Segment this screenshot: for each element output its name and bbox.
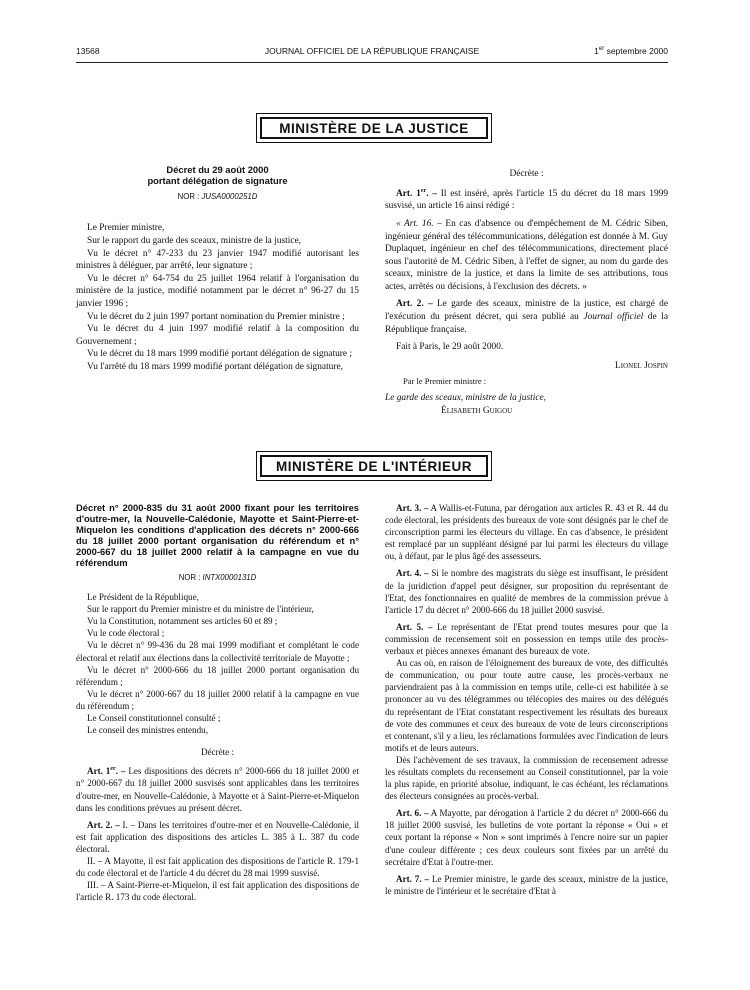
justice-right-column xyxy=(385,164,668,417)
decrete-heading: Décrète : xyxy=(200,747,235,758)
ministry-interieur-box xyxy=(256,451,492,481)
interieur-decree-title: Décret n° 2000-835 du 31 août 2000 fixant pour les territoires d'outre-mer, la Nouvelle-Calédonie, Mayotte et Saint-Pierre-et-Miquelon les conditions d'application des décrets n° 2000-666 du 18 juillet 2000 portant organisation du référendum et n° 2000-667 du 18 juillet 2000 relatif à la campagne en vue du référendum xyxy=(76,502,359,568)
interieur-nor: NOR : INTX0000131D xyxy=(178,573,257,582)
interieur-left-column xyxy=(76,502,359,903)
visa: Vu le décret n° 99-436 du 28 mai 1999 modifiant et complétant le code électoral et relatif aux élections dans la collectivité territoriale de Mayotte ; xyxy=(76,640,359,663)
visa: Sur le rapport du Premier ministre et du ministre de l'intérieur, xyxy=(87,604,314,615)
article-16-text: « Art. 16. – En cas d'absence ou d'empêchement de M. Cédric Siben, ingénieur général des télécommunications, délégation est donnée à M. Guy Duplaquet, ingénieur en chef des télécommunications, directement placé sous l'autorité de M. Cédric Siben, à l'effet de signer, au nom du garde des sceaux, ministre de la justice, et dans la limite de ses attributions, tous actes, arrêtés ou décisions, à l'exclusion des décrets. » xyxy=(385,218,668,292)
fait-a-paris: Fait à Paris, le 29 août 2000. xyxy=(396,342,504,353)
visa: Vu le décret du 2 juin 1997 portant nomination du Premier ministre ; xyxy=(87,311,345,322)
interieur-right-column xyxy=(385,502,668,897)
visa: Vu le décret n° 47-233 du 23 janvier 1947 modifié autorisant les ministres à déléguer, par arrêté, leur signature ; xyxy=(76,248,359,272)
article-7: Art. 7. – Le Premier ministre, le garde des sceaux, ministre de la justice, le ministre de l'intérieur et le secrétaire d'Etat à xyxy=(385,873,668,896)
header-rule xyxy=(76,62,668,63)
article-6: Art. 6. – A Mayotte, par dérogation à l'article 2 du décret n° 2000-666 du 18 juillet 2000 susvisé, les bulletins de vote portant la réponse « Oui » et ceux portant la réponse « Non » sont imprimés à l'encre noire sur un papier d'une couleur différente ; ces deux couleurs sont fixées par un arrêté du secrétaire d'Etat à l'outre-mer. xyxy=(385,808,668,867)
article-5-p3: Dès l'achèvement de ses travaux, la commission de recensement adresse les résultats complets du recensement au Conseil constitutionnel, par la voie la plus rapide, en priorité absolue, indiquant, le cas échéant, les réclamations des électeurs consignées au procès-verbal. xyxy=(385,754,668,802)
article-3: Art. 3. – A Wallis-et-Futuna, par dérogation aux articles R. 43 et R. 44 du code électoral, les présidents des bureaux de vote sont désignés par le chef de circonscription parmi les électeurs du village. En cas d'absence, le président est remplacé par un suppléant désigné par lui parmi les électeurs du village ou, à défaut, par le plus âgé des assesseurs. xyxy=(385,503,669,562)
visa: Vu le décret n° 2000-667 du 18 juillet 2000 relatif à la campagne en vue du référendum ; xyxy=(76,688,359,711)
page-header xyxy=(76,46,668,60)
article-1: Art. 1er. – Il est inséré, après l'article 15 du décret du 18 mars 1999 susvisé, un article 16 ainsi rédigé : xyxy=(385,187,669,212)
visa: Vu le décret du 18 mars 1999 modifié portant délégation de signature ; xyxy=(87,349,352,360)
justice-left-column xyxy=(76,164,359,374)
article-2: Art. 2. – I. – Dans les territoires d'outre-mer et en Nouvelle-Calédonie, il est fait application des dispositions des articles L. 385 à L. 387 du code électoral. xyxy=(76,819,359,854)
article-2: Art. 2. – Le garde des sceaux, ministre de la justice, est chargé de l'exécution du présent décret, qui sera publié au Journal officiel de la République française. xyxy=(385,299,668,335)
article-5-p2: Au cas où, en raison de l'éloignement des bureaux de vote, des difficultés de communication, ou pour toute autre cause, les procès-verbaux ne parviendraient pas à la commission en temps utile, celle-ci est habilitée à se prononcer au vu des télégrammes ou télécopies des maires ou des délégués du représentant de l'Etat constatant respectivement les résultats des bureaux de vote des communes et ceux des bureaux de vote de leurs circonscriptions et contenant, s'il y a lieu, les réclamations formulées avec l'indication de leurs motifs et de leurs auteurs. xyxy=(385,658,668,753)
visa: Vu le décret n° 2000-666 du 18 juillet 2000 portant organisation du référendum ; xyxy=(76,664,359,687)
ministry-interieur-title: MINISTÈRE DE L'INTÉRIEUR xyxy=(260,455,488,477)
visa: Le Président de la République, xyxy=(87,592,199,603)
visa: Vu le décret du 4 juin 1997 modifié relatif à la composition du Gouvernement ; xyxy=(76,324,359,347)
signature-pm: Lionel Jospin xyxy=(615,360,668,371)
issue-date: 1er septembre 2000 xyxy=(594,46,668,56)
article-2-III: III. – A Saint-Pierre-et-Miquelon, il est fait application des dispositions de l'article R. 173 du code électoral. xyxy=(76,880,359,903)
article-2-II: II. – A Mayotte, il est fait application des dispositions de l'article R. 179-1 du code électoral et de l'article 4 du décret du 28 mai 1999 susvisé. xyxy=(76,856,359,879)
justice-decree-title: Décret du 29 août 2000 portant délégation de signature xyxy=(147,164,288,187)
visa: Sur le rapport du garde des sceaux, ministre de la justice, xyxy=(87,236,301,246)
ministry-justice-box xyxy=(256,113,492,143)
justice-nor: NOR : JUSA0000251D xyxy=(177,191,258,201)
visa: Le conseil des ministres entendu, xyxy=(87,725,208,736)
ministry-justice-title: MINISTÈRE DE LA JUSTICE xyxy=(260,117,488,139)
signature-guigou: Élisabeth Guigou xyxy=(441,405,513,416)
visa: Le Conseil constitutionnel consulté ; xyxy=(87,713,221,724)
visa: Vu le décret n° 64-754 du 25 juillet 1964 relatif à l'organisation du ministère de la justice, modifié notamment par le décret n° 96-27 du 15 janvier 1996 ; xyxy=(76,273,359,309)
visa: Vu le code électoral ; xyxy=(87,628,165,639)
page-number: 13568 xyxy=(76,46,100,56)
par-le-premier-ministre: Par le Premier ministre : xyxy=(403,376,487,387)
visa: Vu la Constitution, notamment ses articles 60 et 89 ; xyxy=(87,616,278,627)
article-5: Art. 5. – Le représentant de l'Etat prend toutes mesures pour que la commission de recensement soit en possession en temps utile des procès-verbaux et pièces annexes émanant des bureaux de vote. xyxy=(385,621,668,657)
article-1: Art. 1er. – Les dispositions des décrets n° 2000-666 du 18 juillet 2000 et n° 2000-667 du 18 juillet 2000 susvisés sont applicables dans les territoires d'outre-mer, en Nouvelle-Calédonie, à Mayotte et à Saint-Pierre-et-Miquelon dans les conditions prévues au présent décret. xyxy=(76,766,359,813)
garde-des-sceaux: Le garde des sceaux, ministre de la justice, xyxy=(385,393,546,404)
journal-title: JOURNAL OFFICIEL DE LA RÉPUBLIQUE FRANÇAISE xyxy=(264,46,480,56)
decrete-heading: Décrète : xyxy=(509,169,544,179)
visa: Le Premier ministre, xyxy=(87,223,165,234)
visa: Vu l'arrêté du 18 mars 1999 modifié portant délégation de signature, xyxy=(87,361,343,372)
article-4: Art. 4. – Si le nombre des magistrats du siège est insuffisant, le président de la juridiction d'appel peut désigner, sur proposition du représentant de l'Etat, des fonctionnaires en qualité de membres de la commission prévue à l'article 17 du décret n° 2000-666 du 18 juillet 2000 susvisé. xyxy=(385,568,668,615)
